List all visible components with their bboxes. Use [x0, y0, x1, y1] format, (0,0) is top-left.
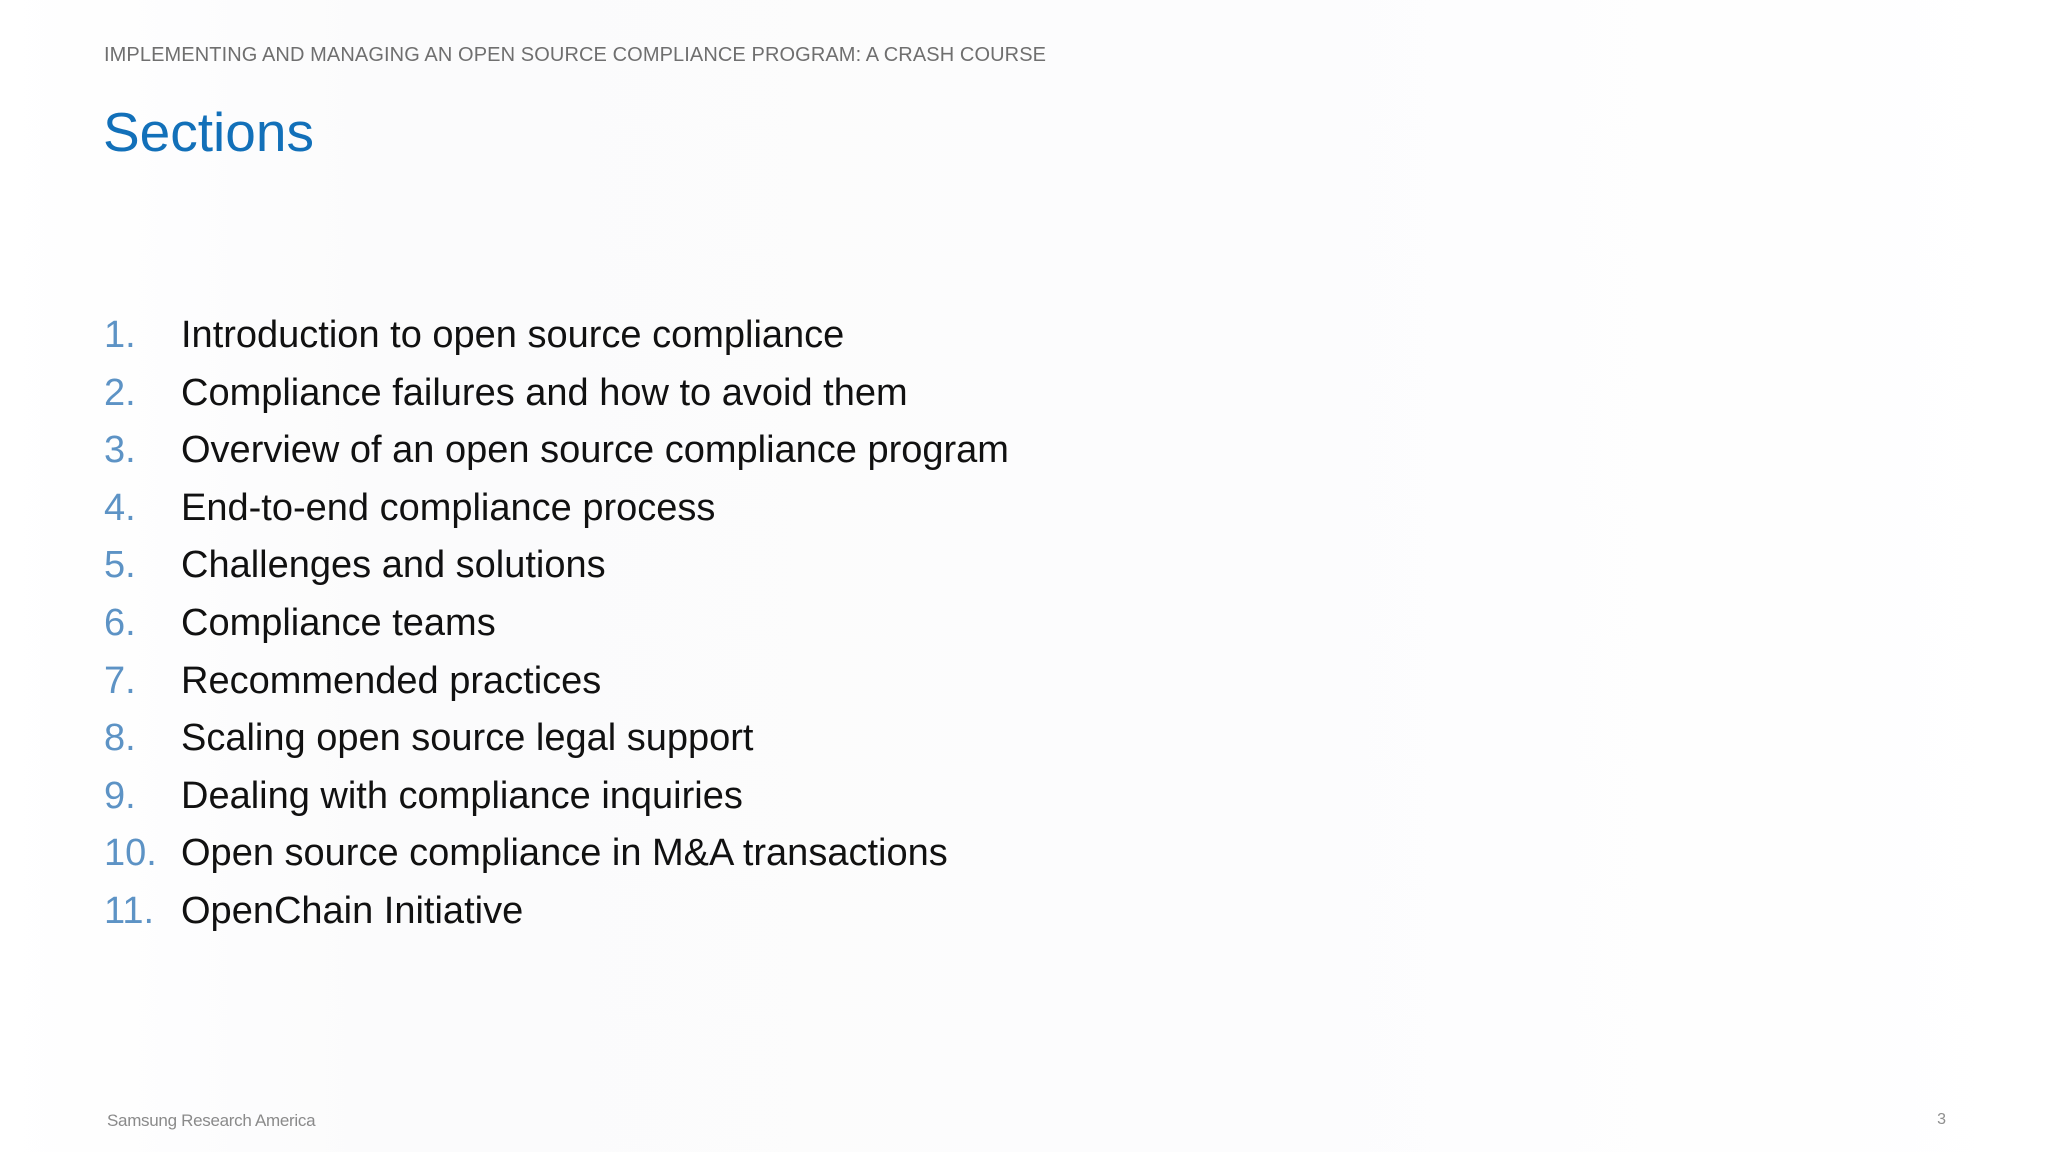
section-number: 4.: [104, 486, 136, 529]
slide-title: Sections: [103, 101, 314, 163]
section-label: OpenChain Initiative: [181, 889, 524, 932]
section-label: Introduction to open source compliance: [181, 314, 845, 356]
section-number: 8.: [104, 717, 136, 760]
section-number: 9.: [104, 774, 136, 817]
section-label: Challenges and solutions: [181, 544, 606, 587]
section-label: Compliance teams: [181, 601, 496, 644]
footer-company-name: Samsung Research America: [107, 1111, 316, 1130]
section-number: 2.: [104, 371, 136, 414]
section-label: Open source compliance in M&A transactions: [181, 832, 948, 875]
section-number: 10.: [104, 832, 157, 875]
slide-header-caption: IMPLEMENTING AND MANAGING AN OPEN SOURCE COMPLIANCE PROGRAM: A CRASH COURSE: [104, 44, 1047, 66]
section-number: 11.: [104, 889, 155, 932]
section-label: Scaling open source legal support: [181, 717, 754, 760]
page-number: 3: [1937, 1111, 1946, 1128]
section-label: Overview of an open source compliance program: [181, 429, 1009, 472]
section-label: Compliance failures and how to avoid them: [181, 371, 908, 414]
section-number: 7.: [104, 659, 136, 702]
section-label: Recommended practices: [181, 659, 602, 702]
section-number: 3.: [104, 429, 136, 472]
section-number: 1.: [104, 314, 136, 356]
section-number: 5.: [104, 544, 136, 587]
section-number: 6.: [104, 601, 136, 644]
section-label: Dealing with compliance inquiries: [181, 774, 743, 817]
section-label: End-to-end compliance process: [181, 486, 716, 529]
